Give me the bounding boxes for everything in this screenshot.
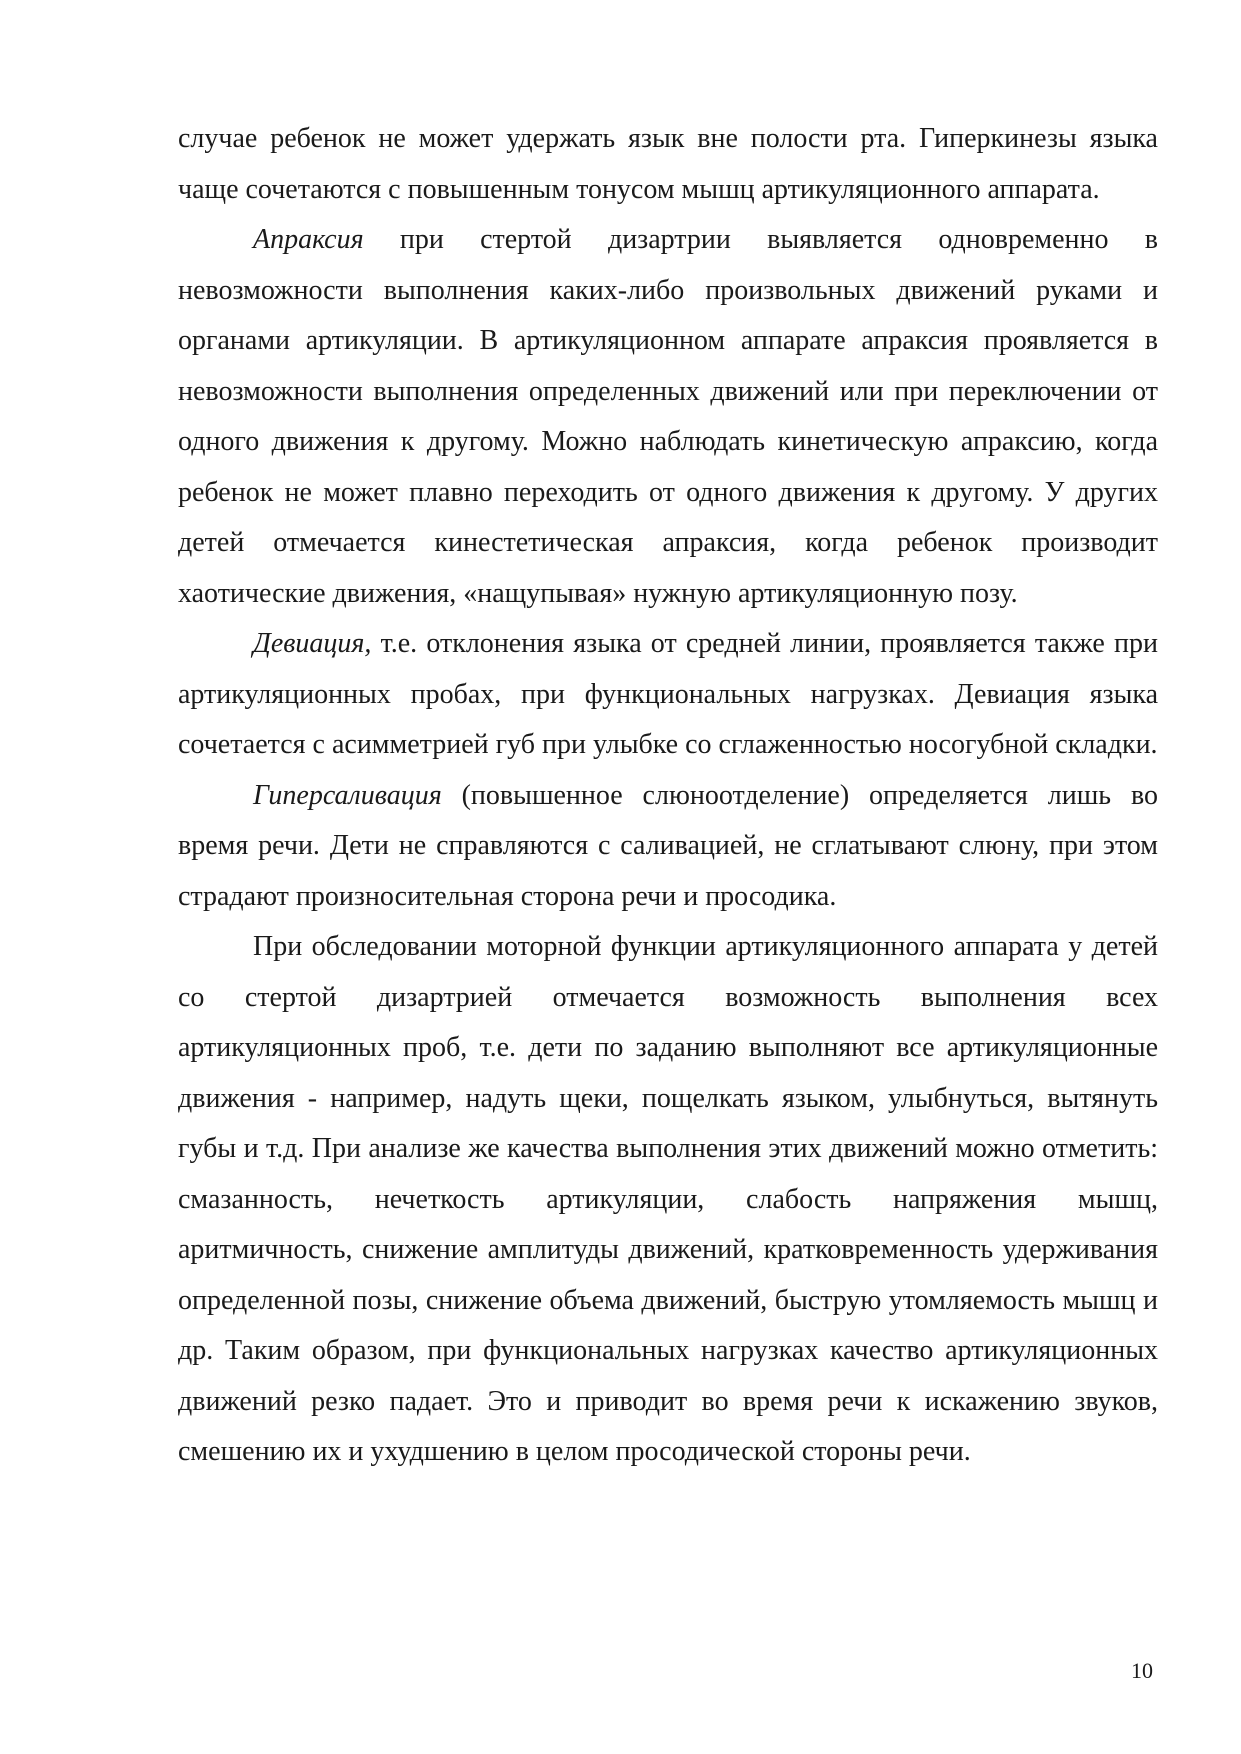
term-apraxia: Апраксия xyxy=(253,224,364,255)
term-hypersalivation: Гиперсаливация xyxy=(253,779,442,811)
paragraph-deviation xyxy=(178,619,1158,771)
paragraph-text: При обследовании моторной функции артикуляционного аппарата у детей со стертой дизартрией отмечается возможность выполнения всех артикуляционных проб, т.е. дети по заданию выполняют все артикуляционные движения - например, надуть щеки, пощелкать языком, улыбнуться, вытянуть губы и т.д. При анализе же качества выполнения этих движений можно отметить: смазанность, нечеткость артикуляции, слабость напряжения мышц, аритмичность, снижение амплитуды движений, кратковременность удерживания определенной позы, снижение объема движений, быструю утомляемость мышц и др. Таким образом, при функциональных нагрузках качество артикуляционных движений резко падает. Это и приводит во время речи к искажению звуков, смешению их и ухудшению в целом просодической стороны речи. xyxy=(178,931,1158,1467)
paragraph-text: случае ребенок не может удержать язык вне полости рта. Гиперкинезы языка чаще сочетаются с повышенным тонусом мышц артикуляционного аппарата. xyxy=(178,123,1158,205)
paragraph-motor-exam xyxy=(178,922,1158,1478)
paragraph-hypersalivation xyxy=(178,771,1158,923)
paragraph-text: при стертой дизартрии выявляется одновременно в невозможности выполнения каких-либо произвольных движений руками и органами артикуляции. В артикуляционном аппарате апраксия проявляется в невозможности выполнения определенных движений или при переключении от одного движения к другому. Можно наблюдать кинетическую апраксию, когда ребенок не может плавно переходить от одного движения к другому. У других детей отмечается кинестетическая апраксия, когда ребенок производит хаотические движения, «нащупывая» нужную артикуляционную позу. xyxy=(178,224,1158,609)
paragraph-apraxia xyxy=(178,215,1158,619)
term-deviation: Девиация, xyxy=(253,628,372,659)
paragraph-text: т.е. отклонения языка от средней линии, проявляется также при артикуляционных пробах, при функциональных нагрузках. Девиация языка сочетается с асимметрией губ при улыбке со сглаженностью носогубной складки. xyxy=(178,628,1158,760)
page-number: 10 xyxy=(1131,1658,1153,1683)
body-text xyxy=(178,114,1158,1478)
paragraph-continuation xyxy=(178,114,1158,215)
paragraph-text: (повышенное слюноотделение) определяется лишь во время речи. Дети не справляются с саливацией, не сглатывают слюну, при этом страдают произносительная сторона речи и просодика. xyxy=(178,779,1158,912)
